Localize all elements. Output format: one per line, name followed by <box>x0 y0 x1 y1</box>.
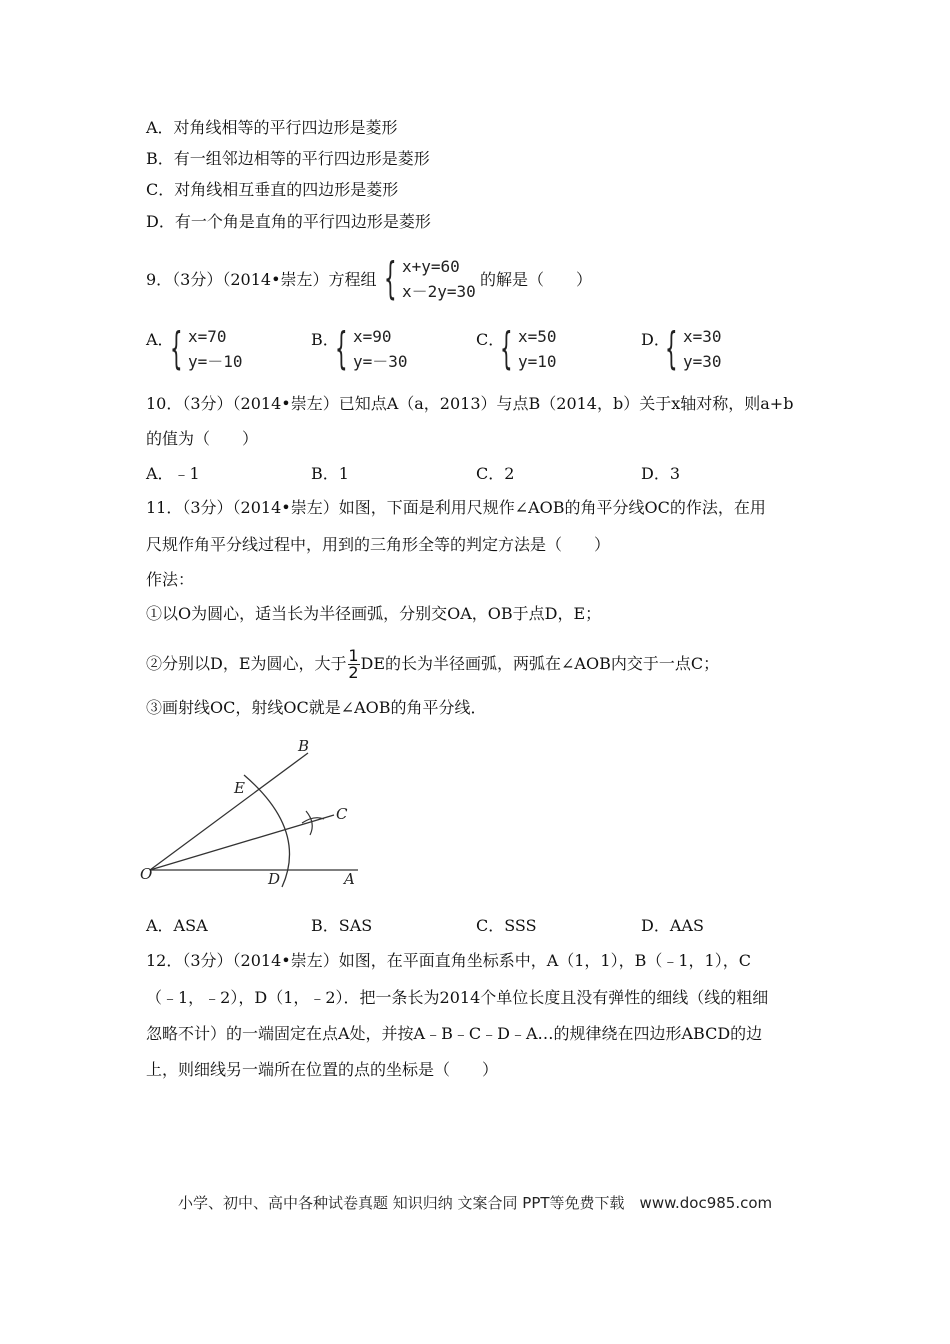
q9-system <box>384 254 476 304</box>
q11-option-d: D．AAS <box>641 916 704 935</box>
page-footer: 小学、初中、高中各种试卷真题 知识归纳 文案合同 PPT等免费下载 www.doc985.com <box>178 1194 773 1212</box>
q11-step2-after: DE的长为半径画弧，两弧在∠AOB内交于一点C； <box>360 654 720 673</box>
q12-stem-line1: 12．（3分）（2014•崇左）如图，在平面直角坐标系中，A（1，1），B（﹣1，1），C <box>146 951 751 970</box>
arc-from-e <box>302 818 324 823</box>
q9-option-b-label: B． <box>311 330 339 349</box>
fraction-denominator: 2 <box>348 663 359 682</box>
angle-bisector-figure <box>138 735 378 895</box>
brace-icon: { <box>335 323 348 374</box>
q9-option-b-line2: y=－30 <box>353 352 408 371</box>
q10-option-c: C．2 <box>476 464 515 483</box>
q9-option-b <box>335 324 408 374</box>
q11-option-a: A．ASA <box>146 916 208 935</box>
q9-option-d-label: D． <box>641 330 670 349</box>
brace-icon: { <box>384 253 397 304</box>
q11-step2-before: ②分别以D，E为圆心，大于 <box>146 654 347 673</box>
q11-step2 <box>146 648 719 681</box>
q9-option-c-line2: y=10 <box>518 352 557 371</box>
q9-option-a-line1: x=70 <box>188 327 227 346</box>
q9-eq-2: x－2y=30 <box>402 282 476 301</box>
ray-ob <box>150 753 308 870</box>
q12-stem-line4: 上，则细线另一端所在位置的点的坐标是（ ） <box>146 1060 499 1079</box>
brace-icon: { <box>500 323 513 374</box>
q10-stem-line2: 的值为（ ） <box>146 429 259 448</box>
q10-option-b: B．1 <box>311 464 349 483</box>
q11-step1: ①以O为圆心，适当长为半径画弧，分别交OA，OB于点D，E； <box>146 604 602 623</box>
q9-option-a-line2: y=－10 <box>188 352 243 371</box>
label-e: E <box>234 779 245 797</box>
label-c: C <box>336 805 348 823</box>
q11-option-c: C．SSS <box>476 916 537 935</box>
q11-stem-line1: 11．（3分）（2014•崇左）如图，下面是利用尺规作∠AOB的角平分线OC的作法，在用 <box>146 498 766 517</box>
q11-step3: ③画射线OC，射线OC就是∠AOB的角平分线． <box>146 698 487 717</box>
ray-oc <box>150 815 334 870</box>
q12-stem-line3: 忽略不计）的一端固定在点A处，并按A﹣B﹣C﹣D﹣A…的规律绕在四边形ABCD的边 <box>146 1024 763 1043</box>
q9-option-c-label: C． <box>476 330 505 349</box>
q10-option-a: A．﹣1 <box>146 464 200 483</box>
q9-option-d <box>665 324 722 374</box>
brace-icon: { <box>665 323 678 374</box>
q9-eq-1: x+y=60 <box>402 257 460 276</box>
q9-option-c-line1: x=50 <box>518 327 557 346</box>
q9-option-a-label: A． <box>146 330 174 349</box>
q9-option-a <box>170 324 243 374</box>
label-b: B <box>298 737 310 755</box>
q10-option-d: D．3 <box>641 464 681 483</box>
label-a: A <box>344 870 355 888</box>
q9-option-d-line1: x=30 <box>683 327 722 346</box>
q9-stem-after: 的解是（ ） <box>480 270 593 289</box>
q10-stem-line1: 10．（3分）（2014•崇左）已知点A（a，2013）与点B（2014，b）关于x轴对称，则a+b <box>146 394 794 413</box>
q8-option-c: C．对角线相互垂直的四边形是菱形 <box>146 180 399 199</box>
q9-option-b-line1: x=90 <box>353 327 392 346</box>
q11-stem-line2: 尺规作角平分线过程中，用到的三角形全等的判定方法是（ ） <box>146 535 611 554</box>
fraction-numerator: 1 <box>348 646 359 665</box>
q8-option-d: D．有一个角是直角的平行四边形是菱形 <box>146 212 431 231</box>
q12-stem-line2: （﹣1，﹣2），D（1，﹣2）．把一条长为2014个单位长度且没有弹性的细线（线的粗细 <box>146 988 769 1007</box>
q8-option-b: B．有一组邻边相等的平行四边形是菱形 <box>146 149 430 168</box>
q9-stem-before: 9．（3分）（2014•崇左）方程组 <box>146 270 377 289</box>
brace-icon: { <box>170 323 183 374</box>
label-o: O <box>140 865 153 883</box>
q11-option-b: B．SAS <box>311 916 373 935</box>
q9-option-c <box>500 324 557 374</box>
q11-method-title: 作法： <box>146 570 195 589</box>
fraction-one-half <box>348 648 360 681</box>
q8-option-a: A．对角线相等的平行四边形是菱形 <box>146 118 398 137</box>
label-d: D <box>268 870 281 888</box>
q9-option-d-line2: y=30 <box>683 352 722 371</box>
